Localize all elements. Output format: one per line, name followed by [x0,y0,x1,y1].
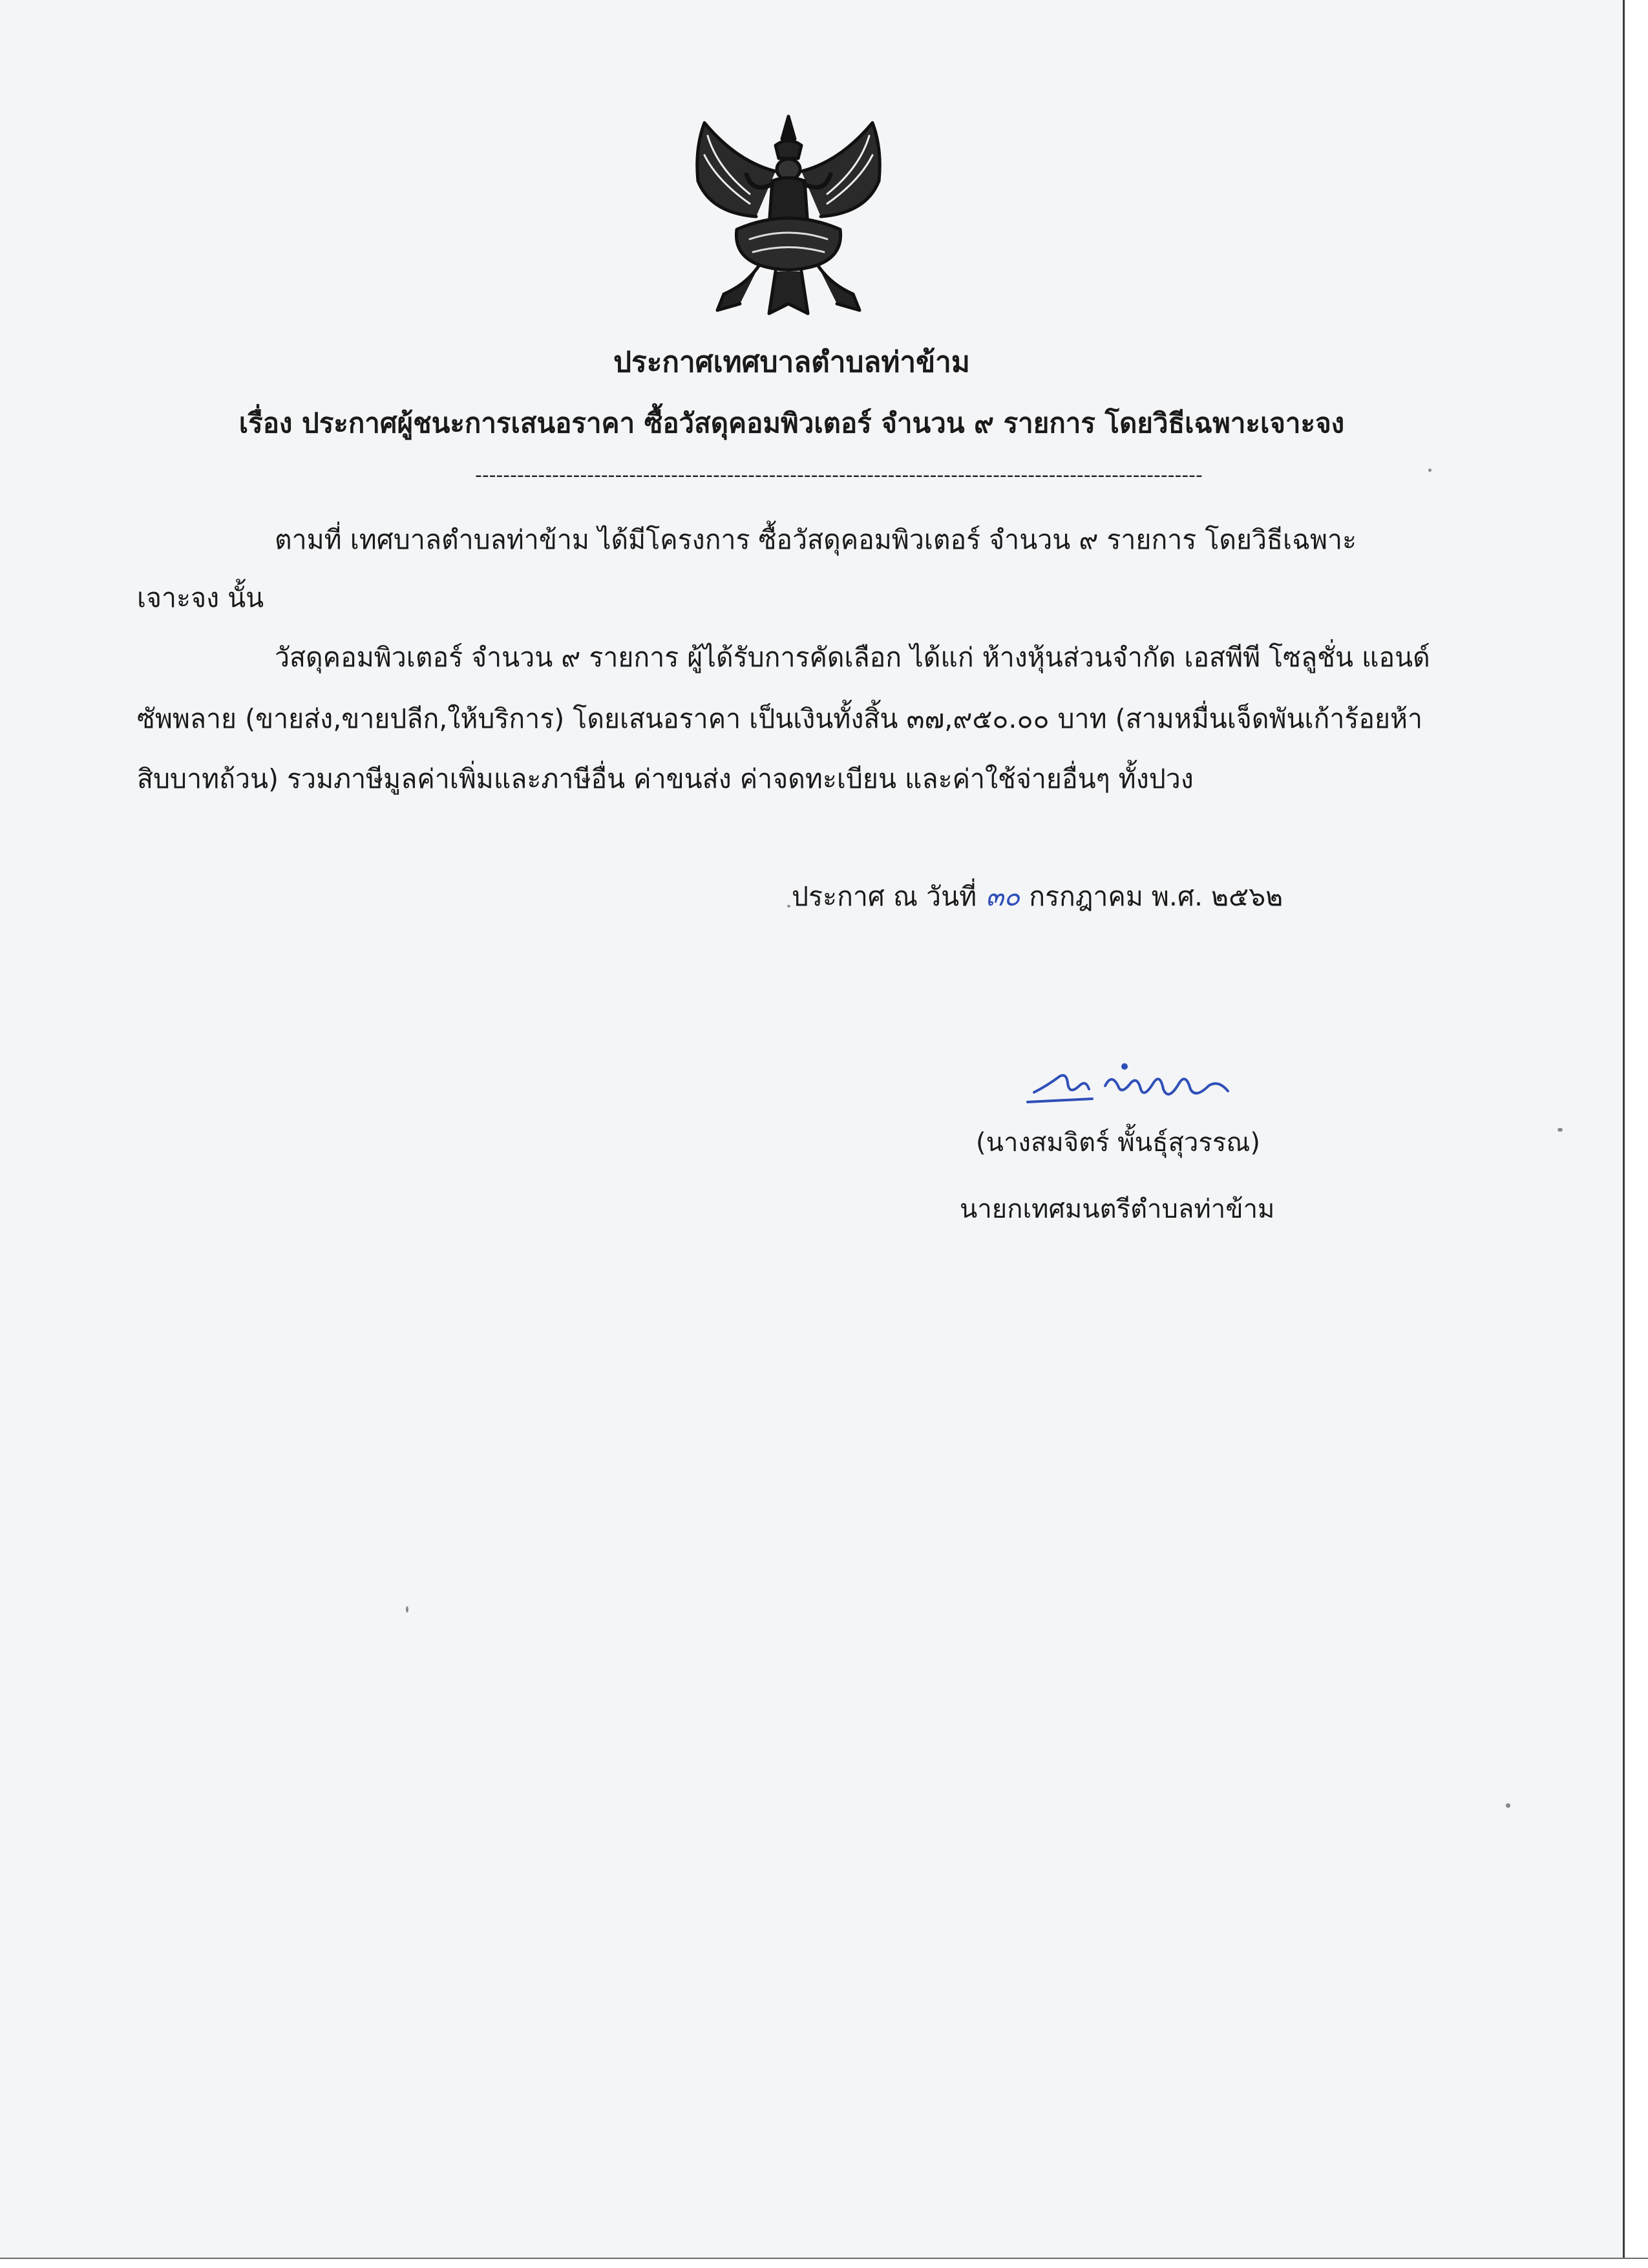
announcement-month-year: กรกฎาคม พ.ศ. ๒๕๖๒ [1029,881,1284,912]
paragraph-1-line-1: ตามที่ เทศบาลตำบลท่าข้าม ได้มีโครงการ ซื้อวัสดุคอมพิวเตอร์ จำนวน ๙ รายการ โดยวิธีเฉพาะ [275,524,1357,555]
document-title: ประกาศเทศบาลตำบลท่าข้าม [613,346,970,379]
signer-name: (นางสมจิตร์ พั้นธุ์สุวรรณ) [976,1128,1261,1158]
paragraph-2-line-1: วัสดุคอมพิวเตอร์ จำนวน ๙ รายการ ผู้ได้รับการคัดเลือก ได้แก่ ห้างหุ้นส่วนจำกัด เอสพีพี โซลูชั่น แอนด์ [275,642,1430,673]
garuda-emblem-icon [679,110,898,323]
scan-speck [1558,1128,1563,1132]
announcement-day-handwritten: ๓๐ [986,881,1020,912]
signer-title: นายกเทศมนตรีตำบลท่าข้าม [960,1194,1275,1224]
scan-speck [1428,469,1431,472]
scan-edge-bottom [0,2258,1648,2268]
divider-line: -------------------------------------------------------------------------------------------------------- [475,464,1203,487]
scan-speck [406,1606,408,1613]
paragraph-1-line-2: เจาะจง นั้น [137,582,264,613]
handwritten-signature [1021,1047,1241,1118]
scan-edge-right [1623,0,1648,2268]
announcement-prefix: ประกาศ ณ วันที่ [792,881,977,912]
paragraph-2-line-3: สิบบาทถ้วน) รวมภาษีมูลค่าเพิ่มและภาษีอื่น ค่าขนส่ง ค่าจดทะเบียน และค่าใช้จ่ายอื่นๆ ทั้งปวง [137,763,1194,794]
document-subject: เรื่อง ประกาศผู้ชนะการเสนอราคา ซื้อวัสดุคอมพิวเตอร์ จำนวน ๙ รายการ โดยวิธีเฉพาะเจาะจง [238,407,1345,439]
scan-speck [1506,1803,1510,1808]
announcement-date [792,876,1283,918]
paragraph-2-line-2: ซัพพลาย (ขายส่ง,ขายปลีก,ให้บริการ) โดยเสนอราคา เป็นเงินทั้งสิ้น ๓๗,๙๕๐.๐๐ บาท (สามหมื่นเจ็ดพันเก้าร้อยห้า [137,703,1423,734]
scan-speck [787,905,790,907]
